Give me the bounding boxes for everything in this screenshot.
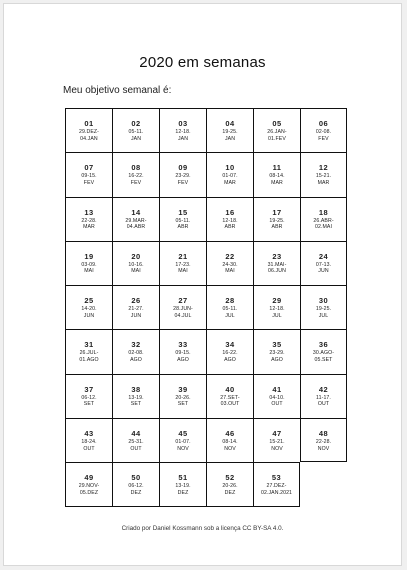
week-date-range: 23-29. FEV — [175, 173, 191, 186]
week-number: 15 — [178, 207, 188, 217]
week-number: 02 — [131, 119, 141, 128]
week-cell — [300, 197, 347, 241]
week-number: 23 — [272, 251, 282, 261]
license-footer: Criado por Daniel Kossmann sob a licença CC BY-SA 4.0. — [121, 525, 284, 532]
week-date-range: 30.AGO- 05.SET — [312, 350, 335, 364]
week-number: 38 — [131, 384, 141, 394]
week-cell — [159, 462, 206, 506]
week-number: 16 — [225, 207, 235, 217]
week-date-range: 05-11. JAN — [128, 129, 144, 142]
week-number: 06 — [318, 119, 329, 128]
week-date-range: 08-14. NOV — [222, 439, 238, 452]
week-number: 51 — [178, 473, 188, 483]
week-date-range: 02-08. AGO — [128, 350, 144, 364]
week-number: 33 — [178, 340, 188, 350]
week-date-range: 12-18. JUL — [269, 306, 285, 319]
week-date-range: 16-22. FEV — [128, 173, 144, 186]
week-number: 20 — [131, 251, 141, 261]
week-cell — [253, 108, 300, 152]
week-number: 36 — [318, 340, 329, 350]
week-cell — [253, 241, 300, 285]
week-number: 18 — [318, 207, 329, 217]
week-number: 12 — [318, 163, 329, 173]
week-cell — [206, 152, 253, 196]
week-number: 40 — [225, 384, 235, 394]
week-cell — [65, 285, 112, 329]
week-number: 44 — [131, 429, 141, 439]
week-cell — [300, 329, 347, 373]
week-date-range: 19-25. JAN — [222, 129, 238, 142]
week-date-range: 24-30. MAI — [222, 261, 238, 275]
week-cell — [112, 418, 159, 462]
week-date-range: 07-13. JUN — [315, 261, 332, 275]
week-cell — [65, 108, 112, 152]
week-cell — [253, 197, 300, 241]
week-date-range: 12-18. JAN — [175, 129, 191, 142]
week-number: 48 — [318, 429, 329, 439]
week-date-range: 26.JAN- 01.FEV — [267, 129, 287, 142]
week-cell — [159, 418, 206, 462]
week-cell — [65, 197, 112, 241]
week-cell — [112, 462, 159, 506]
week-number: 30 — [318, 296, 329, 306]
week-cell — [159, 329, 206, 373]
week-date-range: 14-20. JUN — [81, 306, 97, 319]
week-cell — [112, 197, 159, 241]
week-cell — [65, 418, 112, 462]
week-date-range: 20-26. SET — [175, 394, 191, 408]
week-number: 41 — [272, 384, 282, 394]
week-date-range: 29.DEZ- 04.JAN — [78, 129, 99, 142]
week-number: 17 — [272, 207, 282, 217]
week-cell — [300, 108, 347, 152]
week-number: 47 — [272, 429, 282, 439]
week-number: 05 — [272, 119, 282, 128]
week-date-range: 04-10. OUT — [269, 394, 285, 408]
week-date-range: 08-14. MAR — [269, 173, 285, 186]
week-cell — [253, 329, 300, 373]
week-number: 08 — [131, 163, 141, 173]
week-date-range: 21-27. JUN — [128, 306, 144, 319]
week-date-range: 22-28. NOV — [315, 439, 332, 452]
week-cell — [112, 329, 159, 373]
week-number: 31 — [84, 340, 94, 350]
week-cell — [253, 285, 300, 329]
week-cell — [65, 152, 112, 196]
week-cell — [206, 241, 253, 285]
week-date-range: 18-24. OUT — [81, 439, 97, 452]
week-date-range: 06-12. SET — [81, 394, 97, 408]
week-date-range: 19-25. ABR — [269, 217, 285, 231]
week-cell — [206, 374, 253, 418]
week-date-range: 22-28. MAR — [81, 217, 97, 231]
week-cell — [112, 108, 159, 152]
week-cell — [253, 374, 300, 418]
week-cell — [159, 241, 206, 285]
week-number: 10 — [225, 163, 235, 173]
week-cell — [159, 152, 206, 196]
week-date-range: 15-21. MAR — [315, 173, 332, 186]
week-number: 29 — [272, 296, 282, 306]
week-number: 34 — [225, 340, 235, 350]
week-date-range: 05-11. ABR — [175, 217, 191, 231]
week-date-range: 10-16. MAI — [128, 261, 144, 275]
week-number: 53 — [271, 473, 282, 483]
week-number: 01 — [84, 119, 94, 128]
week-cell — [159, 108, 206, 152]
week-number: 49 — [84, 473, 94, 483]
week-number: 04 — [225, 119, 235, 128]
week-date-range: 29.NOV- 05.DEZ — [78, 483, 100, 496]
week-number: 27 — [178, 296, 188, 306]
week-cell — [206, 418, 253, 462]
week-number: 22 — [225, 251, 235, 261]
week-cell — [65, 462, 112, 506]
week-date-range: 20-26. DEZ — [222, 483, 238, 496]
week-date-range: 01-07. NOV — [175, 439, 191, 452]
week-date-range: 13-19. DEZ — [175, 483, 191, 496]
week-cell — [206, 108, 253, 152]
week-date-range: 26.JUL- 01.AGO — [79, 350, 99, 364]
week-date-range: 11-17. OUT — [316, 394, 331, 408]
week-number: 19 — [84, 251, 94, 261]
week-number: 45 — [178, 429, 188, 439]
week-cell — [206, 329, 253, 373]
week-number: 43 — [84, 429, 94, 439]
week-number: 50 — [131, 473, 141, 483]
week-number: 07 — [84, 163, 94, 173]
week-cell — [300, 285, 347, 329]
week-cell — [300, 418, 347, 462]
week-date-range: 13-19. SET — [128, 394, 144, 408]
week-cell — [159, 374, 206, 418]
week-date-range: 19-25. JUL — [315, 306, 332, 319]
week-number: 21 — [178, 251, 188, 261]
document-page — [3, 3, 402, 566]
week-date-range: 27.SET- 03.OUT — [220, 394, 240, 408]
week-cell — [112, 285, 159, 329]
week-date-range: 09-15. FEV — [81, 173, 97, 186]
week-number: 39 — [178, 384, 188, 394]
week-cell — [159, 197, 206, 241]
week-date-range: 02-08. FEV — [315, 129, 332, 142]
week-number: 52 — [225, 473, 235, 483]
week-cell — [300, 241, 347, 285]
week-number: 14 — [131, 207, 141, 217]
week-cell — [65, 374, 112, 418]
week-cell — [65, 241, 112, 285]
week-cell — [253, 152, 300, 196]
week-cell — [300, 374, 347, 418]
week-number: 26 — [131, 296, 141, 306]
week-number: 42 — [318, 384, 329, 394]
week-number: 35 — [272, 340, 282, 350]
week-date-range: 29.MAR- 04.ABR — [125, 217, 147, 231]
week-date-range: 27.DEZ- 02.JAN.2021 — [260, 483, 293, 496]
week-date-range: 09-15. AGO — [175, 350, 191, 364]
week-cell — [112, 152, 159, 196]
week-number: 37 — [84, 384, 94, 394]
week-date-range: 26.ABR- 02.MAI — [313, 217, 334, 231]
week-date-range: 16-22. AGO — [222, 350, 238, 364]
week-date-range: 31.MAI- 06.JUN — [267, 261, 287, 275]
page-title: 2020 em semanas — [139, 54, 266, 71]
week-date-range: 25-31. OUT — [128, 439, 144, 452]
week-date-range: 01-07. MAR — [222, 173, 238, 186]
week-number: 11 — [272, 163, 282, 173]
week-cell — [112, 241, 159, 285]
week-number: 28 — [225, 296, 235, 306]
week-number: 46 — [225, 429, 235, 439]
week-cell — [112, 374, 159, 418]
week-cell — [300, 152, 347, 196]
week-date-range: 28.JUN- 04.JUL — [173, 306, 193, 319]
week-number: 03 — [178, 119, 188, 128]
week-number: 25 — [84, 296, 94, 306]
week-date-range: 12-18. ABR — [222, 217, 238, 231]
weeks-grid — [65, 108, 347, 507]
week-number: 32 — [131, 340, 141, 350]
week-cell — [159, 285, 206, 329]
week-date-range: 06-12. DEZ — [128, 483, 144, 496]
week-number: 13 — [84, 207, 94, 217]
week-number: 09 — [178, 163, 188, 173]
week-cell — [253, 462, 300, 506]
week-date-range: 03-09. MAI — [81, 261, 97, 275]
week-cell — [206, 285, 253, 329]
weekly-goal-label: Meu objetivo semanal é: — [63, 85, 172, 96]
week-number: 24 — [318, 251, 329, 261]
week-date-range: 15-21. NOV — [269, 439, 285, 452]
week-cell — [253, 418, 300, 462]
week-cell — [206, 197, 253, 241]
week-date-range: 17-23. MAI — [175, 261, 191, 275]
week-cell — [65, 329, 112, 373]
week-date-range: 05-11. JUL — [222, 306, 238, 319]
week-cell — [206, 462, 253, 506]
week-date-range: 23-29. AGO — [269, 350, 285, 364]
